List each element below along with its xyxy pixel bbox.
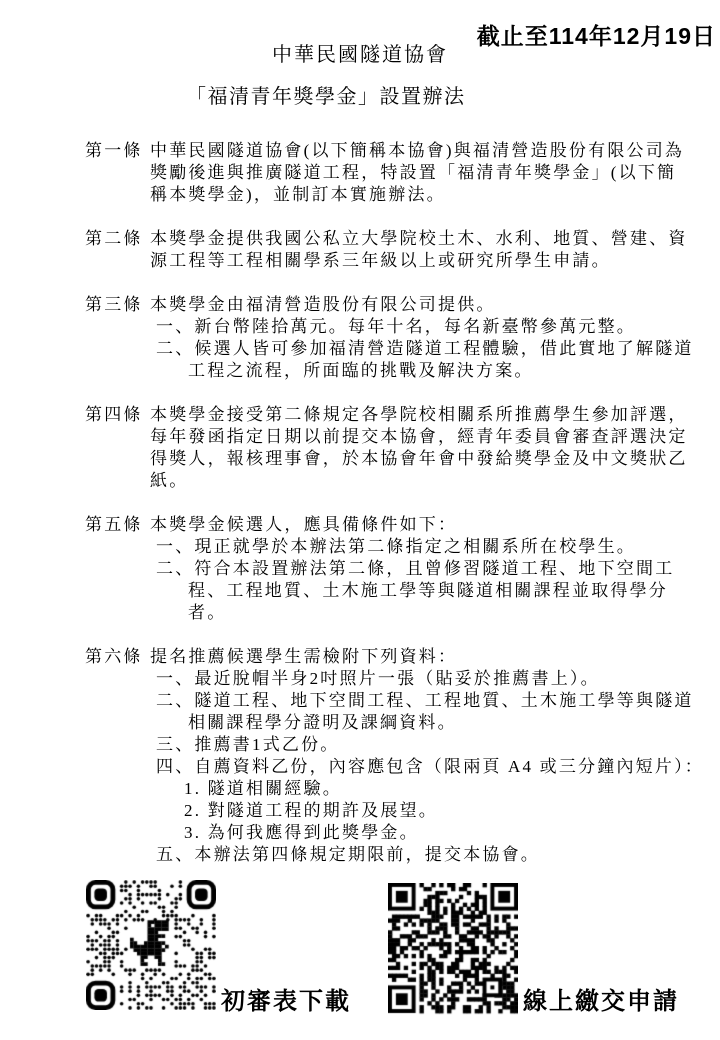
article-body xyxy=(150,140,715,206)
article-line: 獎勵後進與推廣隧道工程，特設置「福清青年獎學金」(以下簡 xyxy=(150,163,677,182)
article-line: 源工程等工程相關學系三年級以上或研究所學生申請。 xyxy=(150,251,611,270)
article-4 xyxy=(85,404,715,492)
article-line: 3. 為何我應得到此獎學金。 xyxy=(184,823,419,842)
article-line: 者。 xyxy=(188,603,227,622)
article-line: 稱本獎學金)，並制訂本實施辦法。 xyxy=(150,185,446,204)
document-subtitle: 「福清青年獎學金」設置辦法 xyxy=(186,86,466,108)
article-label: 第四條 xyxy=(85,405,143,424)
article-label: 第二條 xyxy=(85,229,143,248)
article-2 xyxy=(85,228,715,272)
qr-caption-online-application: 線上繳交申請 xyxy=(523,989,679,1015)
document-title: 中華民國隧道協會 xyxy=(272,44,448,66)
article-line: 2. 對隧道工程的期許及展望。 xyxy=(184,801,438,820)
article-line: 程、工程地質、土木施工學等與隧道相關課程並取得學分 xyxy=(188,581,668,600)
articles-section xyxy=(85,140,715,888)
article-line: 1. 隧道相關經驗。 xyxy=(184,779,342,798)
article-line: 二、隧道工程、地下空間工程、工程地質、土木施工學等與隧道 xyxy=(156,691,694,710)
article-line: 一、最近脫帽半身2吋照片一張（貼妥於推薦書上）。 xyxy=(156,669,600,688)
article-line: 提名推薦候選學生需檢附下列資料： xyxy=(150,647,458,666)
article-line: 三、推薦書1式乙份。 xyxy=(156,735,340,754)
article-line: 工程之流程，所面臨的挑戰及解決方案。 xyxy=(188,361,534,380)
article-body xyxy=(150,294,715,382)
article-body xyxy=(150,646,715,866)
article-line: 一、現正就學於本辦法第二條指定之相關系所在校學生。 xyxy=(156,537,636,556)
article-label: 第一條 xyxy=(85,141,143,160)
article-line: 二、候選人皆可參加福清營造隧道工程體驗，借此實地了解隧道 xyxy=(156,339,694,358)
deadline-stamp: 截止至114年12月19日 xyxy=(476,23,716,49)
article-5 xyxy=(85,514,715,624)
article-body xyxy=(150,228,715,272)
article-line: 紙。 xyxy=(150,471,189,490)
article-label: 第三條 xyxy=(85,295,143,314)
article-body xyxy=(150,514,715,624)
article-line: 本獎學金候選人，應具備條件如下： xyxy=(150,515,458,534)
article-line: 二、符合本設置辦法第二條，且曾修習隧道工程、地下空間工 xyxy=(156,559,675,578)
qr-code-online-application xyxy=(388,883,518,1015)
article-line: 本獎學金由福清營造股份有限公司提供。 xyxy=(150,295,496,314)
article-3 xyxy=(85,294,715,382)
article-line: 本獎學金提供我國公私立大學院校土木、水利、地質、營建、資 xyxy=(150,229,688,248)
article-line: 五、本辦法第四條規定期限前，提交本協會。 xyxy=(156,845,540,864)
article-line: 中華民國隧道協會(以下簡稱本協會)與福清營造股份有限公司為 xyxy=(150,141,685,160)
qr-code-form-download-with-dino-icon xyxy=(86,880,216,1010)
qr-caption-form-download: 初審表下載 xyxy=(221,989,351,1015)
article-line: 一、新台幣陸拾萬元。每年十名，每名新臺幣參萬元整。 xyxy=(156,317,636,336)
article-1 xyxy=(85,140,715,206)
article-line: 得獎人，報核理事會，於本協會年會中發給獎學金及中文獎狀乙 xyxy=(150,449,688,468)
article-6 xyxy=(85,646,715,866)
article-line: 每年發函指定日期以前提交本協會，經青年委員會審查評選決定 xyxy=(150,427,688,446)
article-line: 本獎學金接受第二條規定各學院校相關系所推薦學生參加評選， xyxy=(150,405,688,424)
article-line: 四、自薦資料乙份，內容應包含（限兩頁 A4 或三分鐘內短片）： xyxy=(156,757,704,776)
article-label: 第六條 xyxy=(85,647,143,666)
article-body xyxy=(150,404,715,492)
article-line: 相關課程學分證明及課綱資料。 xyxy=(188,713,457,732)
article-label: 第五條 xyxy=(85,515,143,534)
